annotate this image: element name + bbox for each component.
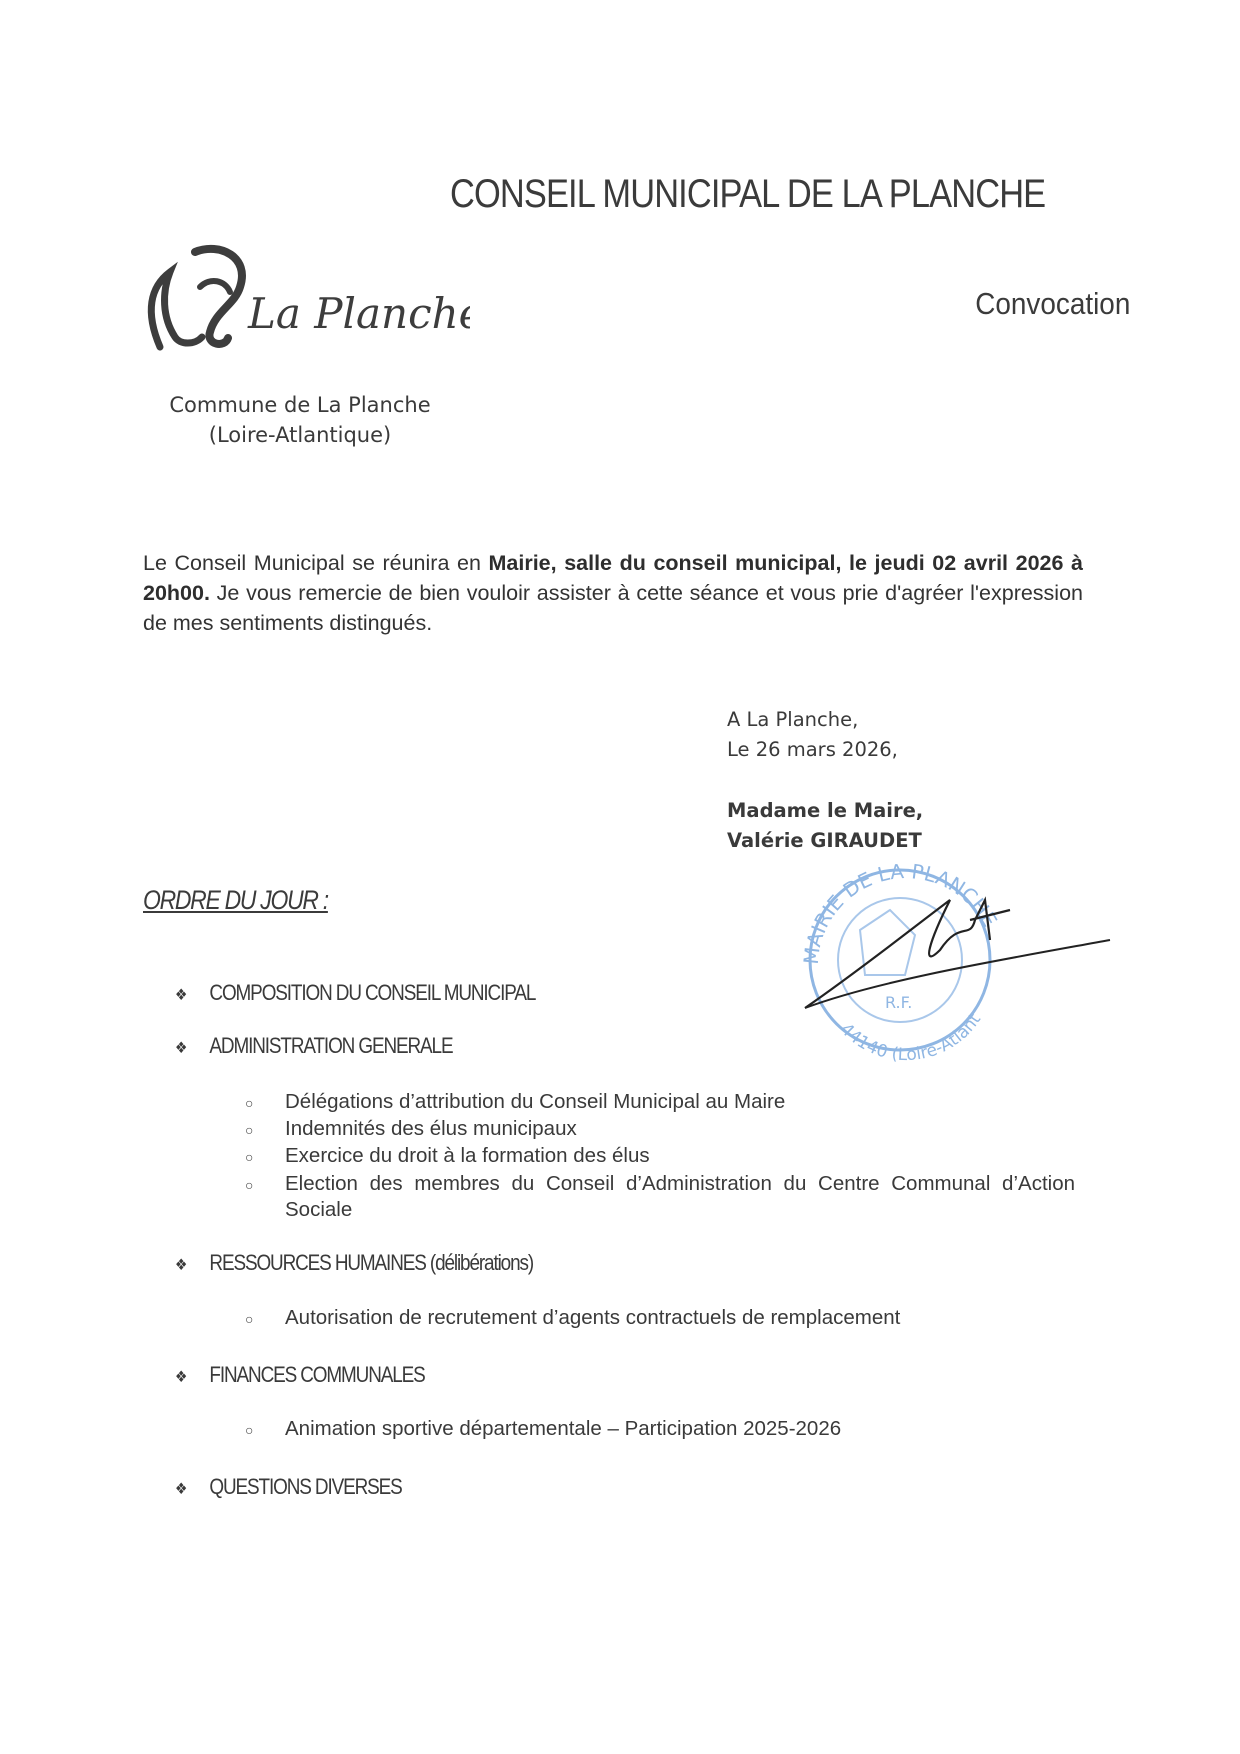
agenda-heading: ORDRE DU JOUR : [143, 885, 328, 915]
svg-text:La Planche: La Planche [248, 289, 470, 338]
mayor-name: Valérie GIRAUDET [727, 829, 922, 852]
agenda-section: ❖ FINANCES COMMUNALES [175, 1362, 425, 1387]
circle-bullet-icon: ○ [245, 1311, 254, 1327]
svg-text:R.F.: R.F. [885, 993, 913, 1012]
stamp-signature-icon [800, 860, 1120, 1080]
agenda-item: ○ Election des membres du Conseil d’Administration du Centre Communal d’Action Sociale [245, 1172, 1075, 1221]
agenda-section: ❖ COMPOSITION DU CONSEIL MUNICIPAL [175, 980, 536, 1005]
signature-place: A La Planche, [727, 708, 859, 731]
circle-bullet-icon: ○ [245, 1095, 254, 1111]
commune-logo [140, 242, 470, 362]
intro-text-1: Le Conseil Municipal se réunira en [143, 551, 489, 575]
agenda-item: ○ Délégations d’attribution du Conseil Municipal au Maire [245, 1090, 786, 1113]
agenda-item: ○ Autorisation de recrutement d’agents contractuels de remplacement [245, 1306, 901, 1329]
diamond-bullet-icon: ❖ [175, 1257, 188, 1274]
intro-text-2: Je vous remercie de bien vouloir assister à cette séance et vous prie d'agréer l'expression de mes sentiments distingués. [143, 581, 1083, 635]
diamond-bullet-icon: ❖ [175, 987, 188, 1004]
diamond-bullet-icon: ❖ [175, 1481, 188, 1498]
signature-date: Le 26 mars 2026, [727, 738, 898, 761]
diamond-bullet-icon: ❖ [175, 1040, 188, 1057]
circle-bullet-icon: ○ [245, 1177, 254, 1193]
circle-bullet-icon: ○ [245, 1422, 254, 1438]
agenda-item: ○ Indemnités des élus municipaux [245, 1117, 577, 1140]
mayor-title: Madame le Maire, [727, 799, 924, 822]
commune-block [140, 390, 460, 450]
agenda-item: ○ Animation sportive départementale – Participation 2025-2026 [245, 1417, 842, 1440]
svg-text:44140 (Loire-Atlantique): 44140 (Loire-Atlant [836, 1010, 986, 1066]
agenda-section: ❖ QUESTIONS DIVERSES [175, 1474, 402, 1499]
svg-text:MAIRIE DE LA PLANCHE: MAIRIE DE LA PLANCHE [800, 860, 1003, 966]
intro-meeting-details: Mairie, salle du conseil municipal, le jeudi 02 avril 2026 à 20h00. [143, 551, 1083, 605]
circle-bullet-icon: ○ [245, 1149, 254, 1165]
document-type: Convocation [974, 286, 1130, 321]
agenda-item: ○ Exercice du droit à la formation des élus [245, 1144, 650, 1167]
commune-region: (Loire-Atlantique) [208, 423, 392, 447]
diamond-bullet-icon: ❖ [175, 1369, 188, 1386]
intro-paragraph [143, 548, 1083, 638]
circle-bullet-icon: ○ [245, 1122, 254, 1138]
agenda-section: ❖ RESSOURCES HUMAINES (délibérations) [175, 1250, 534, 1275]
place-date-block [727, 705, 898, 765]
commune-name: Commune de La Planche [169, 393, 431, 417]
agenda-section: ❖ ADMINISTRATION GENERALE [175, 1033, 453, 1058]
official-stamp [800, 860, 1120, 1085]
page-title: CONSEIL MUNICIPAL DE LA PLANCHE [450, 172, 1046, 216]
logo-emblem-icon [140, 242, 470, 357]
mayor-block [727, 796, 923, 856]
